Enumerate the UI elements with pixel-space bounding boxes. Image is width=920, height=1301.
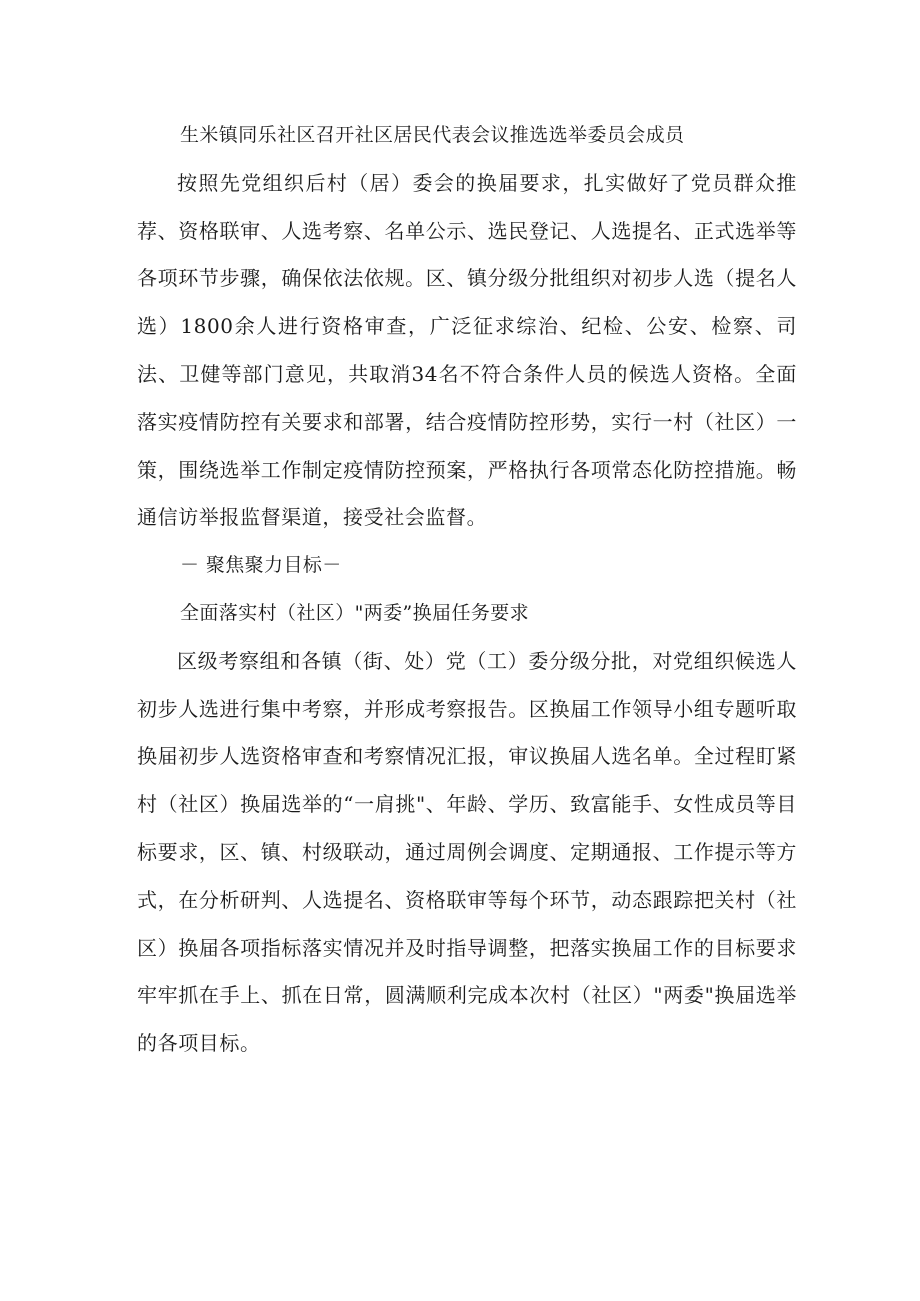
document-page: [137, 112, 797, 1068]
section-title: 全面落实村（社区）"两委”换届任务要求: [180, 601, 530, 624]
paragraph-inspection-targets: 区级考察组和各镇（街、处）党（工）委分级分批，对党组织候选人初步人选进行集中考察，并形成考察报告。区换届工作领导小组专题听取换届初步人选资格审查和考察情况汇报，审议换届人选名单。全过程盯紧村（社区）换届选举的“一肩挑"、年龄、学历、致富能手、女性成员等目标要求，区、镇、村级联动，通过周例会调度、定期通报、工作提示等方式，在分析研判、人选提名、资格联审等每个环节，动态跟踪把关村（社区）换届各项指标落实情况并及时指导调整，把落实换届工作的目标要求牢牢抓在手上、抓在日常，圆满顺利完成本次村（社区）"两委"换届选举的各项目标。: [137, 648, 797, 1056]
document-title: 生米镇同乐社区召开社区居民代表会议推选选举委员会成员: [180, 124, 685, 146]
section-marker: － 聚焦聚力目标－: [180, 554, 342, 577]
paragraph-election-procedure: 按照先党组织后村（居）委会的换届要求，扎实做好了党员群众推荐、资格联审、人选考察、名单公示、选民登记、人选提名、正式选举等各项环节步骤，确保依法依规。区、镇分级分批组织对初步人选（提名人选）1800余人进行资格审查，广泛征求综治、纪检、公安、检察、司法、卫健等部门意见，共取消34名不符合条件人员的候选人资格。全面落实疫情防控有关要求和部署，结合疫情防控形势，实行一村（社区）一策，围绕选举工作制定疫情防控预案，严格执行各项常态化防控措施。畅通信访举报监督渠道，接受社会监督。: [137, 170, 797, 530]
